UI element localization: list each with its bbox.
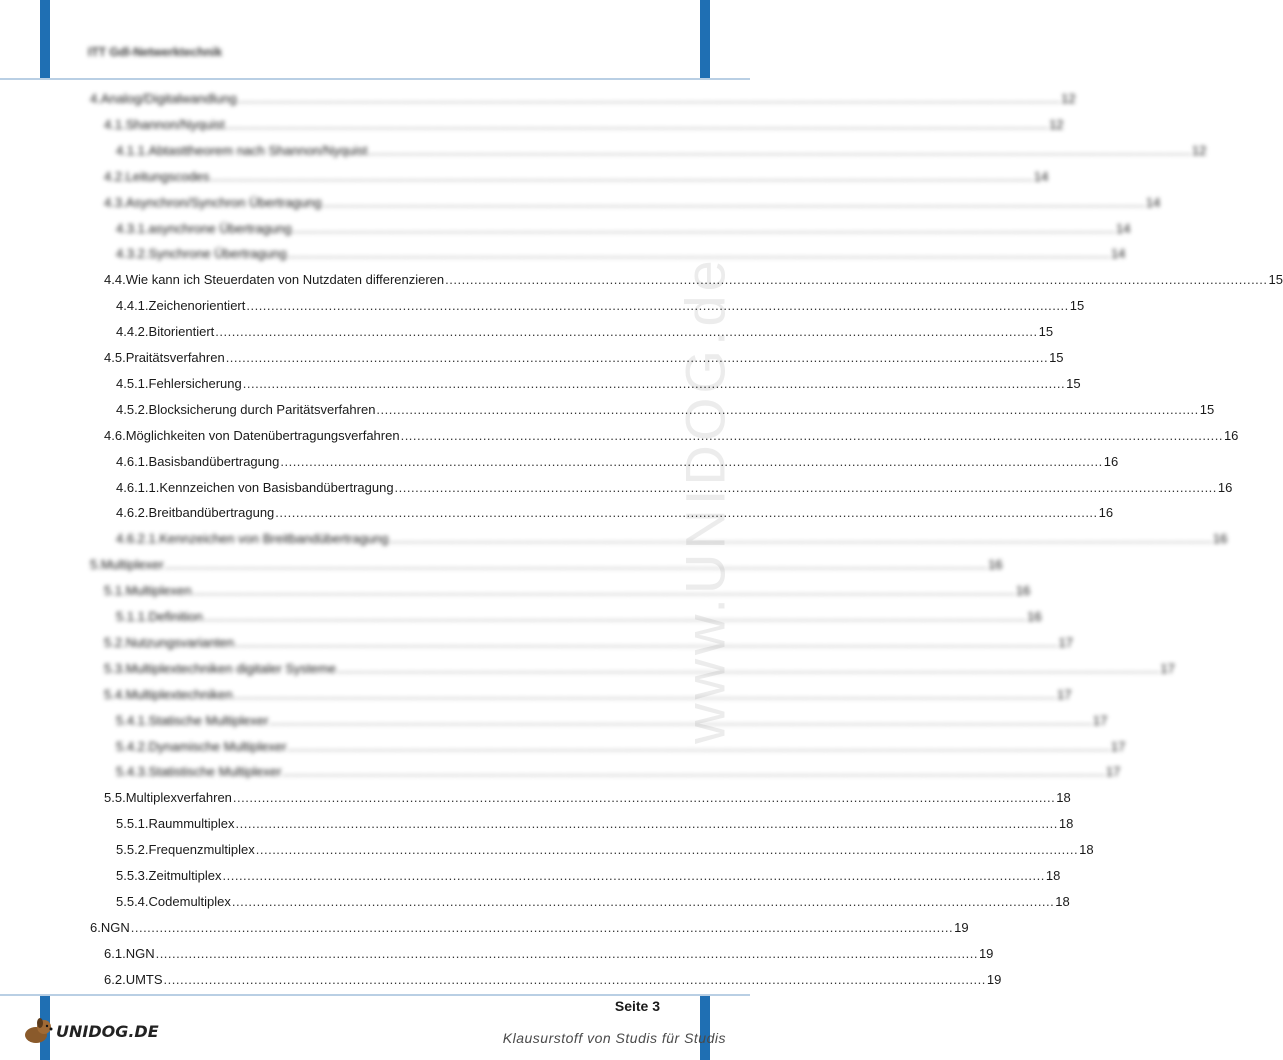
- toc-entry: [116, 500, 1114, 521]
- toc-entry-number: 5.: [90, 557, 101, 573]
- toc-entry-title: Dynamische Multiplexer: [148, 738, 287, 754]
- toc-entry-title: Leitungscodes: [125, 168, 210, 184]
- watermark: www.UNIDOG.de: [673, 256, 737, 744]
- toc-entry-number: 4.: [90, 91, 101, 106]
- toc-entry-title: Asynchron/Synchron Übertragung: [125, 194, 322, 210]
- toc-entry-number: 5.5.4.: [116, 893, 149, 909]
- toc-entry-page: 16: [1027, 609, 1042, 624]
- toc-entry-page: 15: [1199, 401, 1215, 417]
- footer-rule: [0, 994, 750, 996]
- toc-leader-dots: ........................................................................................................................................................................................................: [445, 272, 1268, 288]
- toc-leader-dots: ........................................................................................................................................................................................................: [269, 712, 1092, 728]
- toc-entry-title: Frequenzmultiplex: [148, 842, 255, 858]
- header-bar-right: [700, 0, 710, 80]
- toc-entry: [116, 216, 1131, 236]
- toc-entry: [104, 656, 1175, 676]
- toc-entry: [90, 552, 1003, 573]
- toc-entry-title: Multiplextechniken digitaler Systeme: [125, 660, 336, 676]
- toc-leader-dots: ........................................................................................................................................................................................................: [235, 816, 1058, 832]
- toc-entry: [90, 915, 969, 935]
- toc-entry: [116, 241, 1126, 262]
- toc-entry-page: 19: [978, 945, 994, 961]
- toc-entry-page: 14: [1116, 220, 1131, 236]
- toc-entry-number: 4.4.: [104, 272, 126, 288]
- toc-entry: [104, 345, 1064, 365]
- header-bar-left: [40, 0, 50, 80]
- toc-entry-page: 16: [1212, 531, 1228, 547]
- logo-text: UNIDOG.DE: [56, 1021, 159, 1041]
- toc-entry: [116, 138, 1207, 158]
- toc-leader-dots: ........................................................................................................................................................................................................: [280, 453, 1103, 469]
- toc-leader-dots: ........................................................................................................................................................................................................: [287, 738, 1110, 754]
- toc-leader-dots: ........................................................................................................................................................................................................: [282, 764, 1105, 780]
- toc-entry-page: 16: [1098, 505, 1114, 521]
- toc-entry: [116, 397, 1215, 417]
- toc-entry-number: 6.: [90, 919, 101, 935]
- toc-entry: [104, 267, 1283, 288]
- toc-entry: [116, 319, 1054, 340]
- toc-entry-page: 14: [1033, 168, 1049, 184]
- toc-entry-number: 5.1.: [104, 583, 126, 599]
- toc-entry-title: Statistische Multiplexer: [148, 764, 282, 780]
- toc-entry-title: asynchrone Übertragung: [148, 220, 292, 236]
- toc-entry-number: 4.1.: [104, 116, 126, 132]
- toc-entry: [116, 759, 1121, 780]
- toc-leader-dots: ........................................................................................................................................................................................................: [376, 401, 1199, 417]
- toc-entry: [116, 371, 1081, 391]
- toc-entry-page: 18: [1079, 842, 1094, 858]
- toc-entry-page: 15: [1268, 272, 1283, 288]
- toc-entry-number: 4.5.: [104, 350, 126, 365]
- header-title: ITT Gdl-Netwerktechnik: [88, 45, 223, 59]
- dog-icon: [22, 1017, 54, 1045]
- toc-entry-title: Basisbandübertragung: [148, 453, 280, 469]
- toc-entry-page: 14: [1145, 194, 1161, 210]
- toc-entry-number: 4.3.: [104, 194, 126, 210]
- toc-leader-dots: ........................................................................................................................................................................................................: [275, 505, 1098, 521]
- toc-entry-page: 16: [1103, 453, 1119, 469]
- toc-entry-page: 18: [1045, 868, 1061, 883]
- toc-entry-number: 4.2.: [104, 168, 126, 184]
- toc-entry-page: 12: [1191, 142, 1207, 158]
- toc-entry-title: Multiplexer: [100, 557, 164, 573]
- toc-leader-dots: ........................................................................................................................................................................................................: [215, 324, 1038, 340]
- toc-entry: [90, 86, 1076, 106]
- toc-entry-number: 4.6.: [104, 427, 126, 443]
- toc-leader-dots: ........................................................................................................................................................................................................: [394, 479, 1217, 495]
- toc-entry-title: UMTS: [125, 971, 163, 987]
- toc-entry-page: 12: [1049, 116, 1064, 132]
- toc-entry-page: 16: [1223, 427, 1239, 443]
- toc-entry-title: Nutzungsvarianten: [125, 634, 235, 650]
- toc-entry-page: 16: [988, 557, 1003, 573]
- toc-entry-title: Codemultiplex: [148, 893, 231, 909]
- toc-entry-number: 4.4.1.: [116, 298, 149, 314]
- toc-entry-title: Raummultiplex: [148, 816, 235, 832]
- toc-entry: [104, 630, 1073, 650]
- toc-leader-dots: ........................................................................................................................................................................................................: [210, 168, 1033, 184]
- toc-entry-title: Blocksicherung durch Paritätsverfahren: [148, 401, 376, 417]
- toc-leader-dots: ........................................................................................................................................................................................................: [225, 350, 1049, 365]
- toc-entry: [104, 941, 994, 961]
- toc-entry: [116, 889, 1070, 909]
- toc-entry-title: Zeichenorientiert: [148, 298, 246, 314]
- toc-entry-page: 16: [1015, 583, 1031, 599]
- toc-entry: [116, 811, 1074, 832]
- toc-leader-dots: ........................................................................................................................................................................................................: [231, 893, 1055, 909]
- toc-entry-page: 12: [1061, 91, 1076, 106]
- toc-leader-dots: ........................................................................................................................................................................................................: [336, 660, 1160, 676]
- toc-entry-title: Multiplexverfahren: [125, 790, 232, 806]
- toc-entry-title: Breitbandübertragung: [148, 505, 275, 521]
- toc-leader-dots: ........................................................................................................................................................................................................: [232, 790, 1056, 806]
- toc-entry: [104, 112, 1064, 132]
- toc-entry: [116, 863, 1061, 883]
- toc-entry-page: 19: [986, 971, 1002, 987]
- toc-entry-title: Wie kann ich Steuerdaten von Nutzdaten differenzieren: [125, 272, 445, 288]
- toc-entry: [116, 449, 1119, 469]
- toc-entry-page: 18: [1055, 893, 1070, 909]
- toc-entry-page: 15: [1069, 298, 1085, 314]
- toc-entry-title: Praitätsverfahren: [125, 350, 225, 365]
- toc-leader-dots: ........................................................................................................................................................................................................: [130, 919, 954, 935]
- toc-entry: [116, 526, 1228, 547]
- toc-entry-number: 4.6.2.: [116, 505, 149, 521]
- footer-bar-right: [700, 996, 710, 1060]
- toc-leader-dots: ........................................................................................................................................................................................................: [163, 971, 986, 987]
- toc-entry-number: 5.2.: [104, 634, 126, 650]
- toc-leader-dots: ........................................................................................................................................................................................................: [287, 246, 1110, 262]
- toc-entry-title: Zeitmultiplex: [148, 868, 222, 883]
- toc-entry: [104, 578, 1031, 599]
- toc-entry: [104, 190, 1161, 210]
- toc-entry-title: Kennzeichen von Breitbandübertragung: [159, 531, 389, 547]
- toc-entry: [104, 423, 1239, 443]
- footer-tagline: Klausurstoff von Studis für Studis: [502, 1030, 726, 1046]
- toc-entry-page: 14: [1110, 246, 1126, 262]
- toc-leader-dots: ........................................................................................................................................................................................................: [255, 842, 1079, 858]
- toc-entry-number: 5.5.: [104, 790, 126, 806]
- toc-entry-page: 19: [954, 919, 969, 935]
- toc-entry-number: 4.5.1.: [116, 375, 149, 391]
- toc-leader-dots: ........................................................................................................................................................................................................: [292, 220, 1115, 236]
- toc-entry-page: 15: [1066, 375, 1081, 391]
- toc-entry-number: 4.6.1.: [116, 453, 149, 469]
- toc-leader-dots: ........................................................................................................................................................................................................: [203, 609, 1027, 624]
- toc-entry-number: 4.6.1.1.: [116, 479, 160, 495]
- toc-leader-dots: ........................................................................................................................................................................................................: [368, 142, 1191, 158]
- toc-entry-number: 4.3.2.: [116, 246, 149, 262]
- toc-leader-dots: ........................................................................................................................................................................................................: [192, 583, 1015, 599]
- toc-leader-dots: ........................................................................................................................................................................................................: [237, 91, 1061, 106]
- toc-leader-dots: ........................................................................................................................................................................................................: [400, 427, 1223, 443]
- toc-entry-page: 17: [1058, 634, 1073, 650]
- toc-entry: [116, 604, 1042, 624]
- toc-entry-page: 17: [1057, 686, 1072, 702]
- toc-entry-title: Definition: [148, 609, 203, 624]
- toc-entry: [104, 785, 1071, 806]
- toc-leader-dots: ........................................................................................................................................................................................................: [155, 945, 978, 961]
- toc-leader-dots: ........................................................................................................................................................................................................: [389, 531, 1212, 547]
- toc-entry-title: NGN: [100, 919, 130, 935]
- toc-entry-number: 4.5.2.: [116, 401, 149, 417]
- toc-entry-number: 5.3.: [104, 660, 126, 676]
- toc-entry-number: 4.4.2.: [116, 324, 149, 340]
- toc-leader-dots: ........................................................................................................................................................................................................: [246, 298, 1069, 314]
- toc-entry-title: NGN: [125, 945, 155, 961]
- toc-entry-number: 6.1.: [104, 945, 126, 961]
- toc-entry: [116, 293, 1085, 314]
- toc-leader-dots: ........................................................................................................................................................................................................: [242, 375, 1066, 391]
- toc-entry: [104, 682, 1072, 702]
- toc-entry-title: Multiplexen: [125, 583, 192, 599]
- toc-entry-title: Kennzeichen von Basisbandübertragung: [159, 479, 394, 495]
- toc-entry-page: 15: [1049, 350, 1064, 365]
- toc-entry-page: 17: [1092, 712, 1108, 728]
- toc-entry-number: 4.3.1.: [116, 220, 149, 236]
- toc-entry-number: 5.4.1.: [116, 712, 149, 728]
- toc-entry-title: Bitorientiert: [148, 324, 215, 340]
- toc-entry-number: 5.4.2.: [116, 738, 149, 754]
- toc-entry-number: 5.4.: [104, 686, 126, 702]
- toc-entry-page: 16: [1217, 479, 1233, 495]
- toc-entry-number: 6.2.: [104, 971, 126, 987]
- header-rule: [0, 78, 750, 80]
- toc-entry-title: Abtasttheorem nach Shannon/Nyquist: [148, 142, 368, 158]
- toc-entry-page: 17: [1160, 660, 1175, 676]
- toc-entry-number: 5.1.1.: [116, 609, 149, 624]
- toc-entry-title: Fehlersicherung: [148, 375, 242, 391]
- toc-entry-number: 5.5.2.: [116, 842, 149, 858]
- toc-leader-dots: ........................................................................................................................................................................................................: [225, 116, 1049, 132]
- toc-leader-dots: ........................................................................................................................................................................................................: [235, 634, 1058, 650]
- toc-leader-dots: ........................................................................................................................................................................................................: [222, 868, 1045, 883]
- toc-leader-dots: ........................................................................................................................................................................................................: [164, 557, 988, 573]
- toc-entry: [116, 708, 1108, 728]
- toc-entry-page: 18: [1058, 816, 1074, 832]
- toc-entry-page: 18: [1056, 790, 1071, 806]
- toc-entry: [104, 164, 1049, 184]
- page-number: Seite 3: [614, 998, 660, 1014]
- toc-entry-page: 15: [1038, 324, 1054, 340]
- toc-leader-dots: ........................................................................................................................................................................................................: [233, 686, 1057, 702]
- toc-entry-title: Multiplextechniken: [125, 686, 233, 702]
- toc-leader-dots: ........................................................................................................................................................................................................: [322, 194, 1145, 210]
- toc-entry-title: Shannon/Nyquist: [125, 116, 225, 132]
- toc-entry: [116, 734, 1126, 754]
- logo: [22, 1017, 159, 1045]
- toc-entry-title: Möglichkeiten von Datenübertragungsverfahren: [125, 427, 400, 443]
- toc-entry-title: Analog/Digitalwandlung: [100, 91, 237, 106]
- toc-entry-number: 4.1.1.: [116, 142, 149, 158]
- toc-entry-number: 4.6.2.1.: [116, 531, 160, 547]
- toc-entry-number: 5.4.3.: [116, 764, 149, 780]
- toc-entry: [116, 837, 1094, 858]
- toc-entry-title: Synchrone Übertragung: [148, 246, 287, 262]
- toc-entry-page: 17: [1105, 764, 1121, 780]
- toc-entry: [104, 967, 1002, 987]
- toc-entry-page: 17: [1110, 738, 1126, 754]
- toc-entry-number: 5.5.1.: [116, 816, 149, 832]
- toc-entry-title: Statische Multiplexer: [148, 712, 269, 728]
- toc-entry: [116, 475, 1233, 495]
- toc-entry-number: 5.5.3.: [116, 868, 149, 883]
